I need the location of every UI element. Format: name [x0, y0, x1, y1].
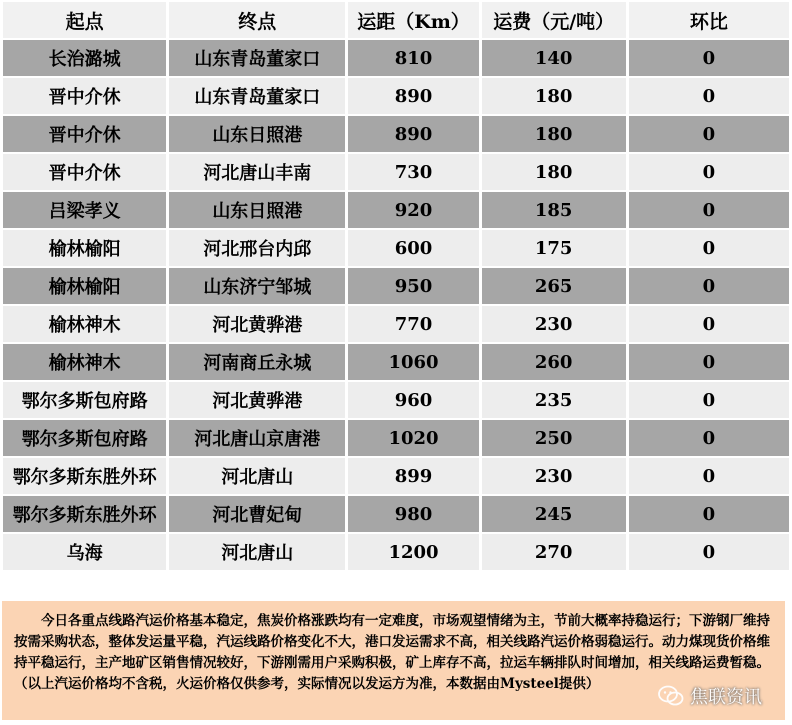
- destination-cell: 河北黄骅港: [169, 382, 345, 418]
- destination-cell: 山东日照港: [169, 192, 345, 228]
- header-freight: 运费（元/吨）: [482, 2, 626, 38]
- origin-cell: 鄂尔多斯包府路: [3, 382, 166, 418]
- header-destination: 终点: [169, 2, 345, 38]
- origin-cell: 榆林神木: [3, 344, 166, 380]
- table-row: [3, 192, 789, 228]
- table-row: [3, 268, 789, 304]
- distance-cell: 950: [348, 268, 478, 304]
- distance-cell: 730: [348, 154, 478, 190]
- table-row: [3, 534, 789, 570]
- freight-cell: 185: [482, 192, 626, 228]
- destination-cell: 山东济宁邹城: [169, 268, 345, 304]
- origin-cell: 晋中介休: [3, 116, 166, 152]
- table-row: [3, 344, 789, 380]
- origin-cell: 乌海: [3, 534, 166, 570]
- origin-cell: 晋中介休: [3, 154, 166, 190]
- change-cell: 0: [629, 534, 789, 570]
- destination-cell: 河北邢台内邱: [169, 230, 345, 266]
- distance-cell: 600: [348, 230, 478, 266]
- distance-cell: 1200: [348, 534, 478, 570]
- table-row: [3, 496, 789, 532]
- destination-cell: 河北曹妃甸: [169, 496, 345, 532]
- destination-cell: 河南商丘永城: [169, 344, 345, 380]
- change-cell: 0: [629, 268, 789, 304]
- freight-cell: 230: [482, 458, 626, 494]
- table-header-row: [3, 2, 789, 38]
- destination-cell: 山东青岛董家口: [169, 78, 345, 114]
- header-change: 环比: [629, 2, 789, 38]
- table-row: [3, 458, 789, 494]
- change-cell: 0: [629, 382, 789, 418]
- distance-cell: 890: [348, 116, 478, 152]
- change-cell: 0: [629, 192, 789, 228]
- table-row: [3, 306, 789, 342]
- wechat-icon: [658, 685, 684, 707]
- destination-cell: 河北唐山: [169, 534, 345, 570]
- change-cell: 0: [629, 154, 789, 190]
- change-cell: 0: [629, 78, 789, 114]
- destination-cell: 山东日照港: [169, 116, 345, 152]
- destination-cell: 河北唐山丰南: [169, 154, 345, 190]
- change-cell: 0: [629, 458, 789, 494]
- distance-cell: 770: [348, 306, 478, 342]
- change-cell: 0: [629, 230, 789, 266]
- change-cell: 0: [629, 40, 789, 76]
- origin-cell: 榆林榆阳: [3, 230, 166, 266]
- origin-cell: 榆林榆阳: [3, 268, 166, 304]
- origin-cell: 鄂尔多斯东胜外环: [3, 496, 166, 532]
- origin-cell: 长治潞城: [3, 40, 166, 76]
- table-row: [3, 154, 789, 190]
- distance-cell: 980: [348, 496, 478, 532]
- change-cell: 0: [629, 116, 789, 152]
- distance-cell: 810: [348, 40, 478, 76]
- freight-cell: 235: [482, 382, 626, 418]
- change-cell: 0: [629, 344, 789, 380]
- freight-cell: 180: [482, 116, 626, 152]
- freight-cell: 245: [482, 496, 626, 532]
- market-commentary-note: 今日各重点线路汽运价格基本稳定，焦炭价格涨跌均有一定难度，市场观望情绪为主，节前大概率持稳运行；下游钢厂维持按需采购状态，整体发运量平稳，汽运线路价格变化不大，港口发运需求不高，相关线路汽运价格弱稳运行。动力煤现货价格维持平稳运行，主产地矿区销售情况较好，下游刚需用户采购积极，矿上库存不高，拉运车辆排队时间增加，相关线路运费暂稳。（以上汽运价格均不含税，火运价格仅供参考，实际情况以发运方为准，本数据由Mysteel提供）: [2, 601, 785, 720]
- freight-cell: 175: [482, 230, 626, 266]
- watermark-text: 焦联资讯: [690, 687, 762, 708]
- table-body: [3, 40, 789, 570]
- table-row: [3, 116, 789, 152]
- header-origin: 起点: [3, 2, 166, 38]
- origin-cell: 晋中介休: [3, 78, 166, 114]
- header-distance: 运距（Km）: [348, 2, 478, 38]
- distance-cell: 1060: [348, 344, 478, 380]
- freight-cell: 230: [482, 306, 626, 342]
- change-cell: 0: [629, 306, 789, 342]
- freight-cell: 180: [482, 154, 626, 190]
- freight-cell: 250: [482, 420, 626, 456]
- origin-cell: 吕梁孝义: [3, 192, 166, 228]
- freight-cell: 270: [482, 534, 626, 570]
- change-cell: 0: [629, 496, 789, 532]
- distance-cell: 1020: [348, 420, 478, 456]
- freight-cell: 140: [482, 40, 626, 76]
- table-row: [3, 420, 789, 456]
- freight-cell: 260: [482, 344, 626, 380]
- freight-cell: 265: [482, 268, 626, 304]
- freight-cell: 180: [482, 78, 626, 114]
- table-row: [3, 78, 789, 114]
- change-cell: 0: [629, 420, 789, 456]
- destination-cell: 河北黄骅港: [169, 306, 345, 342]
- watermark: [658, 683, 762, 709]
- origin-cell: 鄂尔多斯包府路: [3, 420, 166, 456]
- table-row: [3, 382, 789, 418]
- distance-cell: 899: [348, 458, 478, 494]
- destination-cell: 山东青岛董家口: [169, 40, 345, 76]
- origin-cell: 榆林神木: [3, 306, 166, 342]
- distance-cell: 920: [348, 192, 478, 228]
- distance-cell: 890: [348, 78, 478, 114]
- origin-cell: 鄂尔多斯东胜外环: [3, 458, 166, 494]
- table-row: [3, 230, 789, 266]
- destination-cell: 河北唐山京唐港: [169, 420, 345, 456]
- distance-cell: 960: [348, 382, 478, 418]
- table-row: [3, 40, 789, 76]
- destination-cell: 河北唐山: [169, 458, 345, 494]
